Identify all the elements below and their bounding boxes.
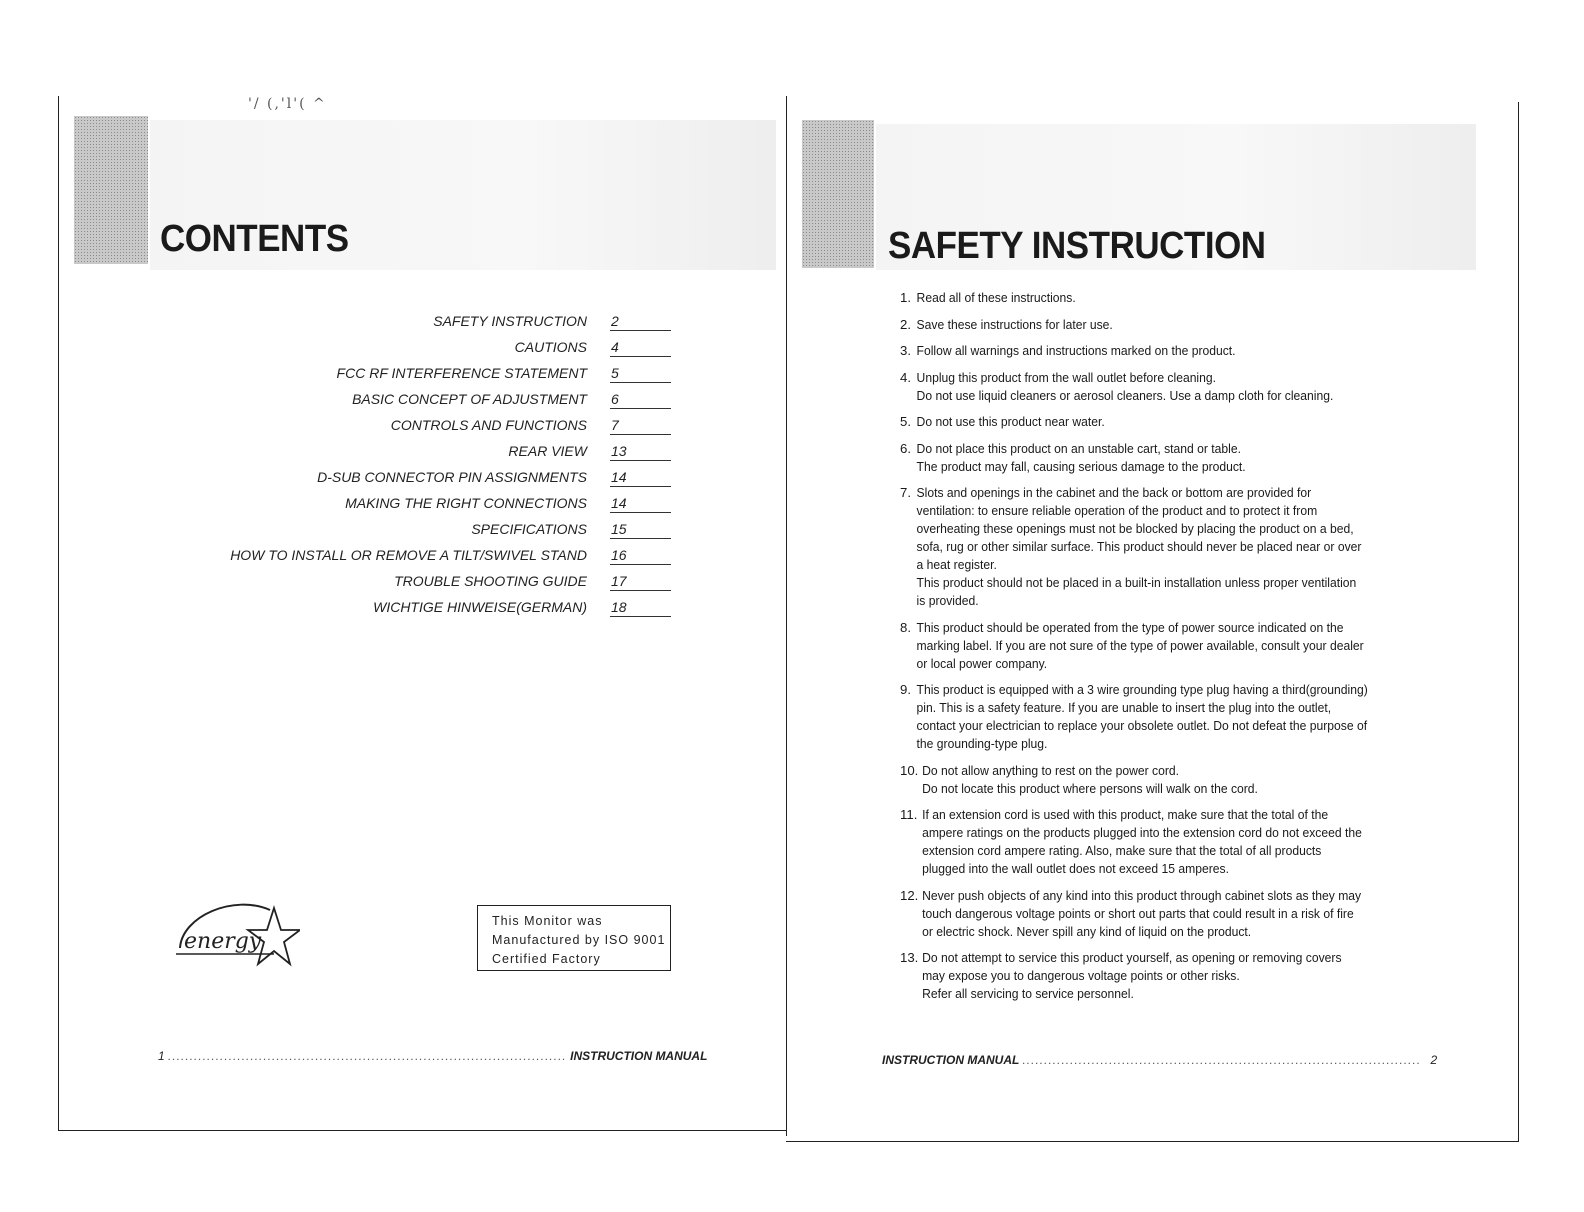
safety-item-text: Do not allow anything to rest on the power cord. Do not locate this product where persons will walk on the cord.	[922, 762, 1258, 796]
safety-item-number: 10.	[900, 762, 919, 778]
safety-item-number: 9.	[900, 682, 911, 697]
iso-certification-box	[477, 905, 671, 971]
toc-entry	[200, 544, 680, 570]
iso-line-2: Manufactured by ISO 9001	[492, 933, 666, 947]
safety-header-block	[802, 120, 874, 268]
svg-text:energy: energy	[184, 929, 262, 954]
left-footer	[158, 1049, 707, 1063]
safety-item-text: Do not attempt to service this product yourself, as opening or removing covers may expose you to dangerous voltage points or other risks. Refer all servicing to service personnel.	[922, 950, 1342, 1001]
safety-item-number: 11.	[900, 807, 918, 822]
page-title: CONTENTS	[160, 218, 349, 260]
safety-item	[900, 681, 1400, 753]
toc-title: CONTROLS AND FUNCTIONS	[390, 417, 587, 433]
right-footer	[882, 1053, 1437, 1067]
toc-entry	[200, 362, 680, 388]
toc-title: WICHTIGE HINWEISE(GERMAN)	[373, 599, 587, 615]
toc-title: REAR VIEW	[508, 443, 587, 459]
safety-item-number: 13.	[900, 950, 919, 965]
safety-item	[900, 316, 1400, 334]
safety-item	[900, 949, 1400, 1003]
safety-item-text: Read all of these instructions.	[916, 290, 1076, 305]
footer-leader: ............................................................................................	[1022, 1053, 1422, 1067]
toc-entry	[200, 518, 680, 544]
safety-item-number: 6.	[900, 440, 911, 456]
safety-item-number: 7.	[900, 485, 911, 500]
safety-item-text: If an extension cord is used with this product, make sure that the total of the ampere ratings on the products plugged into the extension cord do not exceed the extension cord ampere rating. Also, make sure that the total of all products plugged into the wall outlet does not exceed 15 amperes.	[922, 807, 1362, 876]
toc-entry	[200, 440, 680, 466]
toc-title: BASIC CONCEPT OF ADJUSTMENT	[352, 391, 587, 407]
safety-item-text: Do not use this product near water.	[916, 414, 1105, 429]
toc-page-number: 17	[610, 573, 671, 591]
safety-item	[900, 806, 1400, 878]
toc-page-number: 7	[610, 417, 671, 435]
page-number: 2	[1430, 1053, 1438, 1067]
safety-item-number: 5.	[900, 414, 911, 429]
toc-title: MAKING THE RIGHT CONNECTIONS	[345, 495, 587, 511]
toc-title: CAUTIONS	[514, 339, 587, 355]
toc-title: TROUBLE SHOOTING GUIDE	[394, 573, 587, 589]
safety-item-number: 1.	[900, 290, 911, 305]
safety-item-number: 12.	[900, 887, 919, 903]
safety-item-number: 2.	[900, 316, 911, 332]
safety-item	[900, 440, 1400, 476]
contents-header-block	[74, 116, 148, 264]
toc-page-number: 16	[610, 547, 671, 565]
toc-page-number: 5	[610, 365, 671, 383]
toc-page-number: 2	[610, 313, 671, 331]
toc-entry	[200, 570, 680, 596]
safety-item	[900, 619, 1400, 673]
toc-page-number: 13	[610, 443, 671, 461]
iso-line-1: This Monitor was	[492, 914, 603, 928]
iso-line-3: Certified Factory	[492, 952, 601, 966]
safety-item	[900, 484, 1400, 610]
handwritten-mark: '/ (,'l'( ^	[248, 96, 327, 112]
page-title: SAFETY INSTRUCTION	[888, 225, 1266, 267]
safety-item-number: 4.	[900, 369, 911, 385]
safety-item-text: This product is equipped with a 3 wire grounding type plug having a third(grounding) pin. This is a safety feature. If you are unable to insert the plug into the outlet, contact your electrician to replace your obsolete outlet. Do not defeat the purpose of the grounding-type plug.	[916, 682, 1368, 751]
toc-page-number: 6	[610, 391, 671, 409]
safety-instruction-list	[900, 289, 1400, 1012]
safety-item	[900, 342, 1400, 360]
safety-item	[900, 369, 1400, 405]
safety-item-number: 3.	[900, 343, 911, 358]
toc-entry	[200, 336, 680, 362]
toc-entry	[200, 596, 680, 622]
safety-item-text: Save these instructions for later use.	[916, 316, 1113, 332]
toc-entry	[200, 388, 680, 414]
safety-item	[900, 289, 1400, 307]
page-number: 1	[158, 1049, 165, 1063]
toc-title: SPECIFICATIONS	[471, 521, 587, 537]
toc-title: FCC RF INTERFERENCE STATEMENT	[336, 365, 587, 381]
toc-entry	[200, 310, 680, 336]
safety-item	[900, 887, 1400, 941]
toc-entry	[200, 492, 680, 518]
toc-title: D-SUB CONNECTOR PIN ASSIGNMENTS	[317, 469, 587, 485]
safety-item-text: Follow all warnings and instructions marked on the product.	[916, 343, 1236, 358]
toc-page-number: 4	[610, 339, 671, 357]
safety-item-text: Slots and openings in the cabinet and the back or bottom are provided for ventilation: to ensure reliable operation of the product and to protect it from overheating these openings must not be blocked by placing the product on a bed, sofa, rug or other similar surface. This product should never be placed near or over a heat register. This product should not be placed in a built-in installation unless proper ventilation is provided.	[916, 485, 1362, 608]
safety-item-text: Never push objects of any kind into this product through cabinet slots as they may touch dangerous voltage points or short out parts that could result in a risk of fire or electric shock. Never spill any kind of liquid on the product.	[922, 887, 1362, 939]
safety-item-number: 8.	[900, 619, 911, 635]
safety-page	[792, 0, 1584, 1212]
toc-page-number: 14	[610, 495, 671, 513]
safety-item	[900, 413, 1400, 431]
safety-item-text: Do not place this product on an unstable cart, stand or table. The product may fall, causing serious damage to the product.	[916, 440, 1246, 474]
table-of-contents	[200, 310, 680, 622]
safety-item-text: Unplug this product from the wall outlet before cleaning. Do not use liquid cleaners or aerosol cleaners. Use a damp cloth for cleaning.	[916, 369, 1334, 403]
toc-title: HOW TO INSTALL OR REMOVE A TILT/SWIVEL STAND	[230, 547, 587, 563]
energy-star-icon	[174, 896, 300, 972]
toc-entry	[200, 414, 680, 440]
energy-star-logo	[174, 896, 300, 972]
toc-page-number: 18	[610, 599, 671, 617]
footer-leader: ............................................................................................	[168, 1049, 567, 1063]
toc-entry	[200, 466, 680, 492]
toc-page-number: 14	[610, 469, 671, 487]
footer-label: INSTRUCTION MANUAL	[570, 1049, 708, 1063]
safety-item-text: This product should be operated from the type of power source indicated on the marking label. If you are not sure of the type of power available, consult your dealer or local power company.	[916, 619, 1364, 671]
footer-label: INSTRUCTION MANUAL	[882, 1053, 1020, 1067]
toc-title: SAFETY INSTRUCTION	[433, 313, 587, 329]
safety-item	[900, 762, 1400, 798]
toc-page-number: 15	[610, 521, 671, 539]
